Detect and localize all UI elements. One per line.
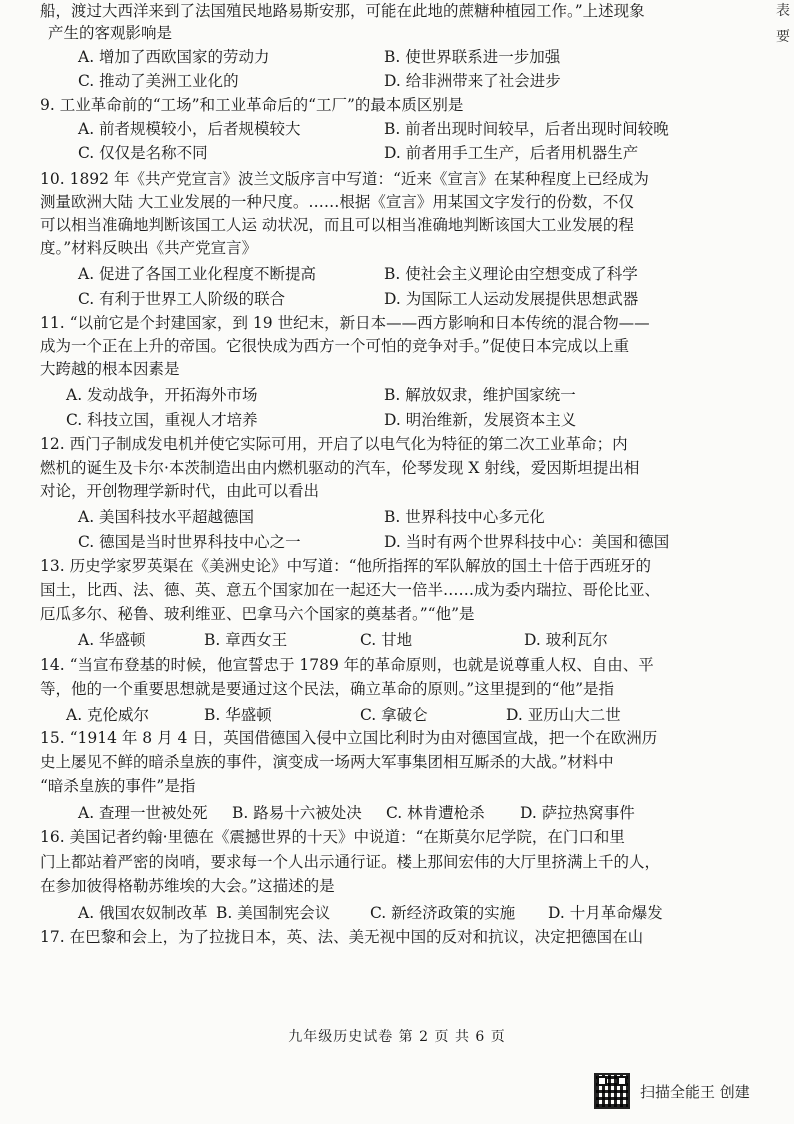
option-a: A. 克伦威尔 bbox=[66, 706, 150, 724]
scanner-label: 扫描全能王 创建 bbox=[640, 1082, 750, 1101]
option-b: B. 世界科技中心多元化 bbox=[384, 508, 545, 526]
option-c: C. 新经济政策的实施 bbox=[370, 904, 516, 922]
page-footer: 九年级历史试卷 第 2 页 共 6 页 bbox=[288, 1029, 506, 1045]
option-d: D. 当时有两个世界科技中心：美国和德国 bbox=[384, 533, 670, 551]
option-d: D. 前者用手工生产，后者用机器生产 bbox=[384, 144, 639, 162]
question-line: 对论，开创物理学新时代，由此可以看出 bbox=[40, 482, 320, 500]
question-line: 燃机的诞生及卡尔·本茨制造出由内燃机驱动的汽车，伦琴发现 X 射线，爱因斯坦提出相 bbox=[40, 459, 640, 477]
option-b: B. 华盛顿 bbox=[204, 706, 272, 724]
option-c: C. 拿破仑 bbox=[360, 706, 428, 724]
option-d: D. 十月革命爆发 bbox=[548, 904, 663, 922]
option-c: C. 甘地 bbox=[360, 631, 413, 649]
question-line: 史上屡见不鲜的暗杀皇族的事件，演变成一场两大军事集团相互厮杀的大战。”材料中 bbox=[40, 753, 614, 771]
option-b: B. 使世界联系进一步加强 bbox=[384, 48, 561, 66]
question-line: 在参加彼得格勒苏维埃的大会。”这描述的是 bbox=[40, 877, 335, 895]
question-line: 14. “当宣布登基的时候，他宣誓忠于 1789 年的革命原则，也就是说尊重人权、自由、平 bbox=[40, 656, 654, 674]
question-line: 17. 在巴黎和会上，为了拉拢日本，英、法、美无视中国的反对和抗议，决定把德国在山 bbox=[40, 928, 644, 946]
question-line: 等，他的一个重要思想就是要通过这个民法，确立革命的原则。”这里提到的“他”是指 bbox=[40, 680, 615, 698]
option-b: B. 章西女王 bbox=[204, 631, 288, 649]
option-a: A. 美国科技水平超越德国 bbox=[78, 508, 255, 526]
option-d: D. 明治维新，发展资本主义 bbox=[384, 411, 577, 429]
option-c: C. 推动了美洲工业化的 bbox=[78, 72, 239, 90]
option-c: C. 有利于世界工人阶级的联合 bbox=[78, 290, 286, 308]
option-b: B. 解放奴隶，维护国家统一 bbox=[384, 386, 576, 404]
question-line: “暗杀皇族的事件”是指 bbox=[40, 777, 196, 795]
question-line: 厄瓜多尔、秘鲁、玻利维亚、巴拿马六个国家的奠基者。”“他”是 bbox=[40, 605, 475, 623]
option-d: D. 玻利瓦尔 bbox=[524, 631, 608, 649]
question-line: 船，渡过大西洋来到了法国殖民地路易斯安那，可能在此地的蔗糖种植园工作。”上述现象 bbox=[40, 2, 645, 20]
option-a: A. 华盛顿 bbox=[78, 631, 146, 649]
question-line: 门上都站着严密的岗哨，要求每一个人出示通行证。楼上那间宏伟的大厅里挤满上千的人， bbox=[40, 853, 661, 871]
option-a: A. 增加了西欧国家的劳动力 bbox=[78, 48, 270, 66]
qr-code-icon bbox=[594, 1073, 630, 1109]
option-d: D. 萨拉热窝事件 bbox=[520, 804, 635, 822]
option-a: A. 前者规模较小，后者规模较大 bbox=[78, 120, 301, 138]
option-b: B. 使社会主义理论由空想变成了科学 bbox=[384, 265, 638, 283]
option-b: B. 路易十六被处决 bbox=[232, 804, 362, 822]
question-line: 产生的客观影响是 bbox=[48, 24, 173, 42]
question-line: 度。”材料反映出《共产党宣言》 bbox=[40, 239, 258, 257]
question-line: 国土，比西、法、德、英、意五个国家加在一起还大一倍半……成为委内瑞拉、哥伦比亚、 bbox=[40, 581, 661, 599]
question-line: 12. 西门子制成发电机并使它实际可用，开启了以电气化为特征的第二次工业革命；内 bbox=[40, 435, 628, 453]
option-d: D. 给非洲带来了社会进步 bbox=[384, 72, 561, 90]
margin-mark: 表 bbox=[776, 3, 790, 19]
option-b: B. 前者出现时间较早，后者出现时间较晚 bbox=[384, 120, 669, 138]
option-d: D. 亚历山大二世 bbox=[506, 706, 621, 724]
option-a: A. 查理一世被处死 bbox=[78, 804, 208, 822]
option-c: C. 科技立国，重视人才培养 bbox=[66, 411, 258, 429]
option-a: A. 俄国农奴制改革 bbox=[78, 904, 208, 922]
question-line: 成为一个正在上升的帝国。它很快成为西方一个可怕的竞争对手。”促使日本完成以上重 bbox=[40, 337, 630, 355]
question-line: 9. 工业革命前的“工场”和工业革命后的“工厂”的最本质区别是 bbox=[40, 96, 464, 114]
option-c: C. 德国是当时世界科技中心之一 bbox=[78, 533, 301, 551]
question-line: 15. “1914 年 8 月 4 日，英国借德国入侵中立国比利时为由对德国宣战，把一个在欧洲历 bbox=[40, 729, 658, 747]
scanner-watermark bbox=[594, 1072, 784, 1110]
option-a: A. 促进了各国工业化程度不断提高 bbox=[78, 265, 317, 283]
question-line: 16. 美国记者约翰·里德在《震撼世界的十天》中说道：“在斯莫尔尼学院，在门口和里 bbox=[40, 828, 625, 846]
question-line: 大跨越的根本因素是 bbox=[40, 360, 180, 378]
margin-mark: 要 bbox=[776, 29, 790, 45]
option-d: D. 为国际工人运动发展提供思想武器 bbox=[384, 290, 639, 308]
option-c: C. 林肯遭枪杀 bbox=[386, 804, 485, 822]
question-line: 测量欧洲大陆 大工业发展的一种尺度。……根据《宣言》用某国文字发行的份数，不仅 bbox=[40, 193, 634, 211]
option-a: A. 发动战争，开拓海外市场 bbox=[66, 386, 258, 404]
question-line: 可以相当准确地判断该国工人运 动状况，而且可以相当准确地判断该国大工业发展的程 bbox=[40, 216, 634, 234]
option-c: C. 仅仅是名称不同 bbox=[78, 144, 208, 162]
question-line: 11. “以前它是个封建国家，到 19 世纪末，新日本——西方影响和日本传统的混合物—— bbox=[40, 314, 650, 332]
option-b: B. 美国制宪会议 bbox=[216, 904, 331, 922]
question-line: 13. 历史学家罗英渠在《美洲史论》中写道：“他所指挥的军队解放的国土十倍于西班牙的 bbox=[40, 557, 652, 575]
question-line: 10. 1892 年《共产党宣言》波兰文版序言中写道：“近来《宣言》在某种程度上已经成为 bbox=[40, 170, 649, 188]
